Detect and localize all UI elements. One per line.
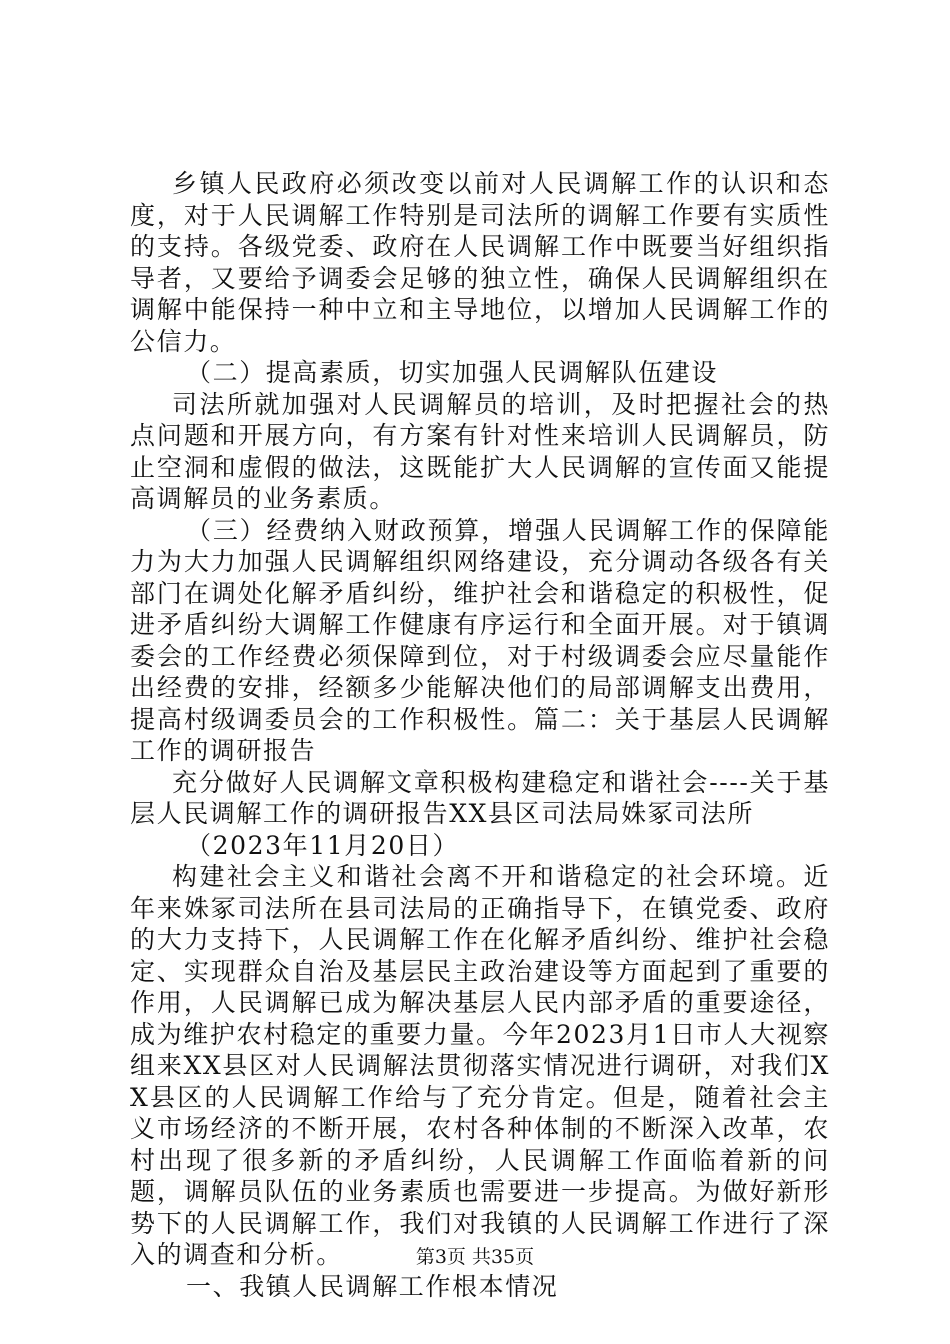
paragraph-government-support: 乡镇人民政府必须改变以前对人民调解工作的认识和态度，对于人民调解工作特别是司法所的调解工作要有实质性的支持。各级党委、政府在人民调解工作中既要当好组织指导者，又要给予调委会足够的独立性，确保人民调解组织在调解中能保持一种中立和主导地位，以增加人民调解工作的公信力。 xyxy=(130,169,830,356)
paragraph-funding: （三）经费纳入财政预算，增强人民调解工作的保障能力为大力加强人民调解组织网络建设，充分调动各级各有关部门在调处化解矛盾纠纷，维护社会和谐稳定的积极性，促进矛盾纠纷大调解工作健康有序运行和全面开展。对于镇调委会的工作经费必须保障到位，对于村级调委会应尽量能作出经费的安排，经额多少能解决他们的局部调解支出费用，提高村级调委员会的工作积极性。篇二：关于基层人民调解工作的调研报告 xyxy=(130,515,830,765)
report-date: （2023年11月20日） xyxy=(186,830,460,860)
paragraph-introduction: 构建社会主义和谐社会离不开和谐稳定的社会环境。近年来姝冢司法所在县司法局的正确指导下，在镇党委、政府的大力支持下，人民调解工作在化解矛盾纠纷、维护社会稳定、实现群众自治及基层民主政治建设等方面起到了重要的作用，人民调解已成为解决基层人民内部矛盾的重要途径，成为维护农村稳定的重要力量。今年2023月1日市人大视察组来XX县区对人民调解法贯彻落实情况进行调研，对我们XX县区的人民调解工作给与了充分肯定。但是，随着社会主义市场经济的不断开展，农村各种体制的不断深入改革，农村出现了很多新的矛盾纠纷，人民调解工作面临着新的问题，调解员队伍的业务素质也需要进一步提高。为做好新形势下的人民调解工作，我们对我镇的人民调解工作进行了深入的调查和分析。 xyxy=(130,862,830,1269)
page-footer: 第3页 共35页 xyxy=(415,1246,535,1268)
document-body xyxy=(130,168,830,1302)
paragraph-training: 司法所就加强对人民调解员的培训，及时把握社会的热点问题和开展方向，有方案有针对性来培训人民调解员，防止空洞和虚假的做法，这既能扩大人民调解的宣传面又能提高调解员的业务素质。 xyxy=(130,389,830,513)
paragraph-report-title: 充分做好人民调解文章积极构建稳定和谐社会----关于基层人民调解工作的调研报告XX县区司法局姝冢司法所 xyxy=(130,767,830,828)
section-heading-basic-situation: 一、我镇人民调解工作根本情况 xyxy=(186,1271,559,1301)
section-heading-quality: （二）提高素质，切实加强人民调解队伍建设 xyxy=(186,358,719,387)
